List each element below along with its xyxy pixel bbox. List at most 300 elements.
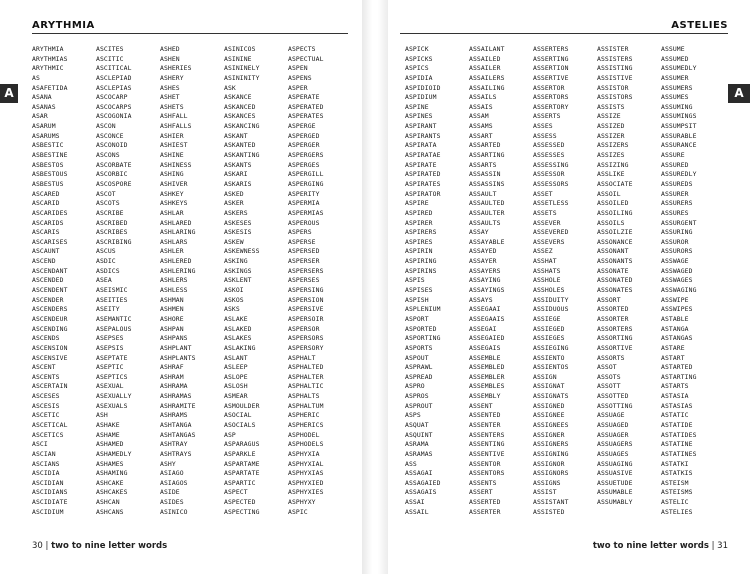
word-entry: ASSIGNERS [533,440,569,449]
word-entry: ASIDE [160,488,180,497]
word-entry: ASCESES [32,392,60,401]
word-entry: ASSHATS [533,266,561,275]
word-entry: ASPIRATE [405,160,437,169]
word-entry: ASKEW [224,237,244,246]
word-entry: ASTATIDE [661,420,693,429]
word-entry: ASSOILED [597,199,629,208]
word-entry: ASSERTED [469,498,501,507]
word-entry: ASEA [96,276,112,285]
word-entry: AS [32,73,40,82]
word-entry: ASCLEPIAS [96,83,132,92]
word-entry: ASHPLANT [160,343,192,352]
word-entry: ASSEMBLER [469,372,505,381]
word-entry: ASSOTT [597,382,621,391]
word-entry: ASHIER [160,131,184,140]
word-entry: ASCENSION [32,343,68,352]
word-entry: ASPERGED [288,131,320,140]
word-entry: ASSEGAAI [469,305,501,314]
word-entry: ASPICS [405,64,429,73]
word-entry: ASPARTATE [224,469,260,478]
word-entry: ASSOIL [597,189,621,198]
word-entry: ASSAM [469,112,489,121]
word-entry: ASSONANTS [597,257,633,266]
word-entry: ASPERSORY [288,343,324,352]
word-entry: ASS [405,459,417,468]
right-word-columns [405,45,725,517]
word-entry: ASHTRAYS [160,449,192,458]
word-entry: ASHRAMITE [160,401,196,410]
word-entry: ASCARID [32,199,60,208]
word-entry: ASPHALTIC [288,382,324,391]
word-entry: ASHTANGA [160,420,192,429]
word-entry: ASSAULTED [469,199,505,208]
right-footer-title: two to nine letter words [592,541,709,551]
word-entry: ASPIRANTS [405,131,441,140]
word-entry: ASSESSORS [533,179,569,188]
word-entry: ASCENDEUR [32,314,68,323]
word-entry: ASEITY [96,305,120,314]
word-entry: ASCRIBED [96,218,128,227]
right-page-number: 31 [717,541,728,551]
word-entry: ASPIDIA [405,73,433,82]
word-entry: ASSENTS [469,478,497,487]
word-entry: ASHCAN [96,498,120,507]
word-entry: ASCOCARPS [96,102,132,111]
word-entry: ASSONANCE [597,237,633,246]
word-column [32,45,96,517]
word-entry: ASSARTED [469,141,501,150]
word-column [288,45,352,517]
word-entry: ASPORT [405,314,429,323]
word-entry: ASHTRAY [160,440,188,449]
word-entry: ASSONATE [597,266,629,275]
word-entry: ASSAYS [469,295,493,304]
word-entry: ASSIGNOR [533,459,565,468]
word-entry: ASPERATE [288,93,320,102]
word-entry: ASPERGERS [288,151,324,160]
word-entry: ASSENTER [469,420,501,429]
word-entry: ASSAYABLE [469,237,505,246]
word-entry: ASSAILER [469,64,501,73]
word-entry: ASKOS [224,295,244,304]
word-entry: ASKARI [224,170,248,179]
word-entry: ASPHODEL [288,430,320,439]
word-entry: ASSUAGER [597,430,629,439]
right-header-rule [400,33,728,34]
word-entry: ASHLERS [160,276,188,285]
word-entry: ASCOTS [96,199,120,208]
word-entry: ASHINESS [160,160,192,169]
word-column [96,45,160,517]
word-entry: ASPRAWL [405,363,433,372]
word-entry: ASSISTOR [597,83,629,92]
word-entry: ASPIDIOID [405,83,441,92]
word-entry: ASANAS [32,102,56,111]
word-entry: ASKANCES [224,112,256,121]
word-entry: ASPECTUAL [288,54,324,63]
word-entry: ASCOCARP [96,93,128,102]
word-entry: ASSEZ [533,247,553,256]
word-entry: ASSARTING [469,151,505,160]
word-entry: ASPECTING [224,507,260,516]
word-entry: ASCENDED [32,276,64,285]
word-entry: ASSUASIVE [597,469,633,478]
word-entry: ASCIANS [32,459,60,468]
word-entry: ASHORE [160,314,184,323]
word-entry: ASKANCING [224,122,260,131]
word-entry: ASPIRING [405,257,437,266]
word-entry: ASPERSION [288,295,324,304]
word-entry: ASCENTS [32,372,60,381]
word-entry: ASTARTED [661,363,693,372]
word-entry: ASPIC [288,507,308,516]
word-entry: ASPERGING [288,179,324,188]
word-entry: ASSIEGING [533,343,569,352]
word-entry: ASSONATED [597,276,633,285]
word-entry: ASSAY [469,228,489,237]
word-entry: ASCENDER [32,295,64,304]
word-entry: ASSEGAIED [469,334,505,343]
word-entry: ASSORTERS [597,324,633,333]
right-footer [593,541,728,551]
word-entry: ASLANT [224,353,248,362]
word-entry: ASPERSES [288,276,320,285]
word-entry: ASEXUALS [96,401,128,410]
word-entry: ASCONOID [96,141,128,150]
left-page [0,0,362,574]
word-entry: ASSIGNEE [533,411,565,420]
word-entry: ASOCIAL [224,411,252,420]
word-entry: ASPERMIA [288,199,320,208]
word-entry: ASKANTING [224,151,260,160]
word-entry: ASHTANGAS [160,430,196,439]
word-entry: ASCIDIANS [32,488,68,497]
word-entry: ASCON [96,122,116,131]
word-entry: ASSIGNAT [533,382,565,391]
word-entry: ASSISTORS [597,93,633,102]
word-entry: ASSEGAAIS [469,314,505,323]
word-entry: ASSIZED [597,122,625,131]
word-entry: ASSENTED [469,411,501,420]
word-entry: ASPHYXY [288,498,316,507]
word-entry: ASKOI [224,286,244,295]
word-entry: ASPHALTER [288,372,324,381]
word-entry: ASSUROR [661,237,689,246]
word-entry: ASCOGONIA [96,112,132,121]
word-entry: ASHFALL [160,112,188,121]
word-entry: ASPIRE [405,199,429,208]
word-entry: ASTATINE [661,440,693,449]
word-entry: ASPERSORS [288,334,324,343]
word-entry: ASSUMER [661,73,689,82]
word-entry: ASHERY [160,73,184,82]
word-entry: ASEPTATE [96,353,128,362]
left-running-header: ARYTHMIA [32,20,95,31]
word-entry: ASSLIKE [597,170,625,179]
word-entry: ASCARED [32,189,60,198]
word-entry: ASSERTERS [533,45,569,53]
word-entry: ASTARTS [661,382,689,391]
word-entry: ASCARISES [32,237,68,246]
word-entry: ASTEISMS [661,488,693,497]
word-entry: ASSUMED [661,54,689,63]
word-entry: ASSAILS [469,93,497,102]
word-entry: ASTATIC [661,411,689,420]
word-column [405,45,469,517]
word-entry: ASSAILANT [469,45,505,53]
word-entry: ASKANCE [224,93,252,102]
word-entry: ASHINE [160,151,184,160]
word-entry: ASTATINES [661,449,697,458]
word-entry: ASTARE [661,343,685,352]
word-entry: ASSIENTO [533,353,565,362]
word-entry: ASSIEGE [533,314,561,323]
word-entry: ASSWAGE [661,257,689,266]
word-entry: ASSIZERS [597,141,629,150]
word-entry: ASLAKED [224,324,252,333]
word-entry: ASEMANTIC [96,314,132,323]
word-entry: ASCORBIC [96,170,128,179]
word-entry: ASSURED [661,160,689,169]
word-entry: ASCERTAIN [32,382,68,391]
word-entry: ASPERSOIR [288,314,324,323]
word-entry: ASSUAGING [597,459,633,468]
word-entry: ASSENTORS [469,469,505,478]
word-entry: ASHCAKES [96,488,128,497]
word-entry: ASSOILING [597,208,633,217]
word-entry: ASSUMINGS [661,112,697,121]
word-entry: ASSUMES [661,93,689,102]
word-entry: ASSORT [597,295,621,304]
word-entry: ASPENS [288,73,312,82]
word-entry: ASPHYXIES [288,488,324,497]
word-entry: ASSETLESS [533,199,569,208]
word-column [661,45,725,517]
word-entry: ASPORTED [405,324,437,333]
word-entry: ASDIC [96,257,116,266]
word-entry: ASHRAMAS [160,392,192,401]
word-entry: ASOCIALS [224,420,256,429]
word-entry: ASHPAN [160,324,184,333]
word-entry: ASTASIA [661,392,689,401]
word-entry: ASSEGAIS [469,343,501,352]
word-entry: ASHKEYS [160,199,188,208]
word-entry: ASSIZES [597,151,625,160]
word-entry: ASSOILZIE [597,228,633,237]
word-entry: ASHIVER [160,179,188,188]
word-entry: ASK [224,83,236,92]
word-entry: ASSENT [469,401,493,410]
word-entry: ASPIRIN [405,247,433,256]
word-entry: ASCETICAL [32,420,68,429]
word-entry: ASSIGNATS [533,392,569,401]
word-entry: ASSERTORS [533,93,569,102]
word-entry: ASPECTS [288,45,316,53]
word-entry: ASPICKS [405,54,433,63]
word-entry: ASPERSED [288,247,320,256]
word-entry: ASAR [32,112,48,121]
word-entry: ASSES [533,122,553,131]
word-entry: ASSOCIATE [597,179,633,188]
word-entry: ASPERSERS [288,266,324,275]
word-entry: ASSURORS [661,247,693,256]
word-entry: ASCAUNT [32,247,60,256]
word-entry: ASCENDING [32,324,68,333]
word-entry: ASTARTING [661,372,697,381]
word-entry: ASSAULT [469,189,497,198]
word-entry: ASHAMEDLY [96,449,132,458]
word-column [533,45,597,517]
word-entry: ASSUAGES [597,449,629,458]
word-entry: ASSUAGE [597,411,625,420]
word-entry: ASCITIC [96,54,124,63]
word-entry: ASSONATES [597,286,633,295]
word-entry: ASCESIS [32,401,60,410]
word-entry: ASTASIAS [661,401,693,410]
word-entry: ASSAI [405,498,425,507]
word-entry: ASHLESS [160,286,188,295]
word-entry: ASSAULTS [469,218,501,227]
word-entry: ASLAKE [224,314,248,323]
word-entry: ASSWAGING [661,286,697,295]
word-entry: ASPHALTS [288,392,320,401]
word-entry: ASSURES [661,208,689,217]
word-entry: ASCARIDS [32,218,64,227]
word-entry: ASPERSING [288,286,324,295]
word-entry: ASPHODELS [288,440,324,449]
word-entry: ASSONANT [597,247,629,256]
word-entry: ASPHYXIAL [288,459,324,468]
word-entry: ASTANGA [661,324,689,333]
word-entry: ASSASSIN [469,170,501,179]
word-entry: ASPIRINS [405,266,437,275]
word-entry: ASCONCE [96,131,124,140]
word-entry: ARYTHMIAS [32,54,68,63]
word-entry: ASPECTED [224,498,256,507]
word-entry: ASPEN [288,64,308,73]
word-entry: ASHMAN [160,295,184,304]
word-entry: ASEXUALLY [96,392,132,401]
word-entry: ASQUAT [405,420,429,429]
word-entry: ASHEN [160,54,180,63]
word-entry: ASEITIES [96,295,128,304]
word-entry: ASKED [224,189,244,198]
word-entry: ASSHAT [533,257,557,266]
word-entry: ASINICOS [224,45,256,53]
word-entry: ASHLARED [160,218,192,227]
word-entry: ASSUMEDLY [661,64,697,73]
left-page-number: 30 [32,541,43,551]
word-entry: ASHPLANTS [160,353,196,362]
word-entry: ASSIDUOUS [533,305,569,314]
word-entry: ASSIENTOS [533,363,569,372]
word-entry: ASSENTOR [469,459,501,468]
word-entry: ASPIDIUM [405,93,437,102]
word-entry: ASSOILS [597,218,625,227]
word-entry: ASSAIL [405,507,429,516]
word-entry: ASPHYXIA [288,449,320,458]
word-entry: ASPRO [405,382,425,391]
word-entry: ASSISTED [533,507,565,516]
word-entry: ASHED [160,45,180,53]
word-entry: ASSUME [661,45,685,53]
word-entry: ASSORTIVE [597,343,633,352]
word-entry: ASSEVERED [533,228,569,237]
word-entry: ASSESS [533,131,557,140]
word-entry: ASCETICS [32,430,64,439]
word-entry: ASSAMS [469,122,493,131]
word-entry: ASSERTIVE [533,73,569,82]
word-entry: ASCIAN [32,449,56,458]
word-entry: ASKER [224,199,244,208]
word-entry: ASSIEGES [533,334,565,343]
word-entry: ASHAMING [96,469,128,478]
word-entry: ASHRAMA [160,382,188,391]
word-entry: ASSIGNING [533,449,569,458]
word-entry: ASPERGILL [288,170,324,179]
word-entry: ASHCANS [96,507,124,516]
word-entry: ASCARIDES [32,208,68,217]
word-entry: ASSWAGED [661,266,693,275]
word-entry: ASSAILERS [469,73,505,82]
word-entry: ASCIDIUM [32,507,64,516]
word-entry: ASSUAGERS [597,440,633,449]
word-entry: ASCOSPORE [96,179,132,188]
word-entry: ASKANCED [224,102,256,111]
word-entry: ASSISTANT [533,498,569,507]
word-entry: ASKEWNESS [224,247,260,256]
word-entry: ASPHALT [288,353,316,362]
word-entry: ASKESES [224,218,252,227]
word-entry: ASEPSES [96,334,124,343]
word-entry: ASSURGENT [661,218,697,227]
word-entry: ASSUETUDE [597,478,633,487]
left-thumb-tab: A [0,84,18,103]
left-header-rule [32,33,348,34]
word-entry: ASSIGNORS [533,469,569,478]
word-entry: ASSIDUITY [533,295,569,304]
word-entry: ASSISTER [597,45,629,53]
word-entry: ASPIRATOR [405,189,441,198]
word-entry: ASSEGAI [469,324,497,333]
word-entry: ASSERTING [533,54,569,63]
word-entry: ASSAIS [469,102,493,111]
word-entry: ASQUINT [405,430,433,439]
word-entry: ASSETS [533,208,557,217]
word-entry: ASSORTS [597,353,625,362]
word-entry: ASSESSING [533,160,569,169]
word-entry: ASPREAD [405,372,433,381]
word-entry: ASKS [224,305,240,314]
word-entry: ASSAYINGS [469,286,505,295]
word-entry: ASHFALLS [160,122,192,131]
word-entry: ASTART [661,353,685,362]
word-entry: ASLEEP [224,363,248,372]
word-entry: ASININITY [224,73,260,82]
word-entry: ASSUREDLY [661,170,697,179]
word-entry: ASPHERIC [288,411,320,420]
word-entry: ASEPSIS [96,343,124,352]
word-entry: ASSORTED [597,305,629,314]
word-entry: ASPERSOR [288,324,320,333]
word-entry: ASCENDS [32,334,60,343]
word-entry: ASCORBATE [96,160,132,169]
word-entry: ASSIGNS [533,478,561,487]
word-entry: ASPINE [405,102,429,111]
word-entry: ASSESSED [533,141,565,150]
word-entry: ASTELIC [661,498,689,507]
word-entry: ASHET [160,93,180,102]
